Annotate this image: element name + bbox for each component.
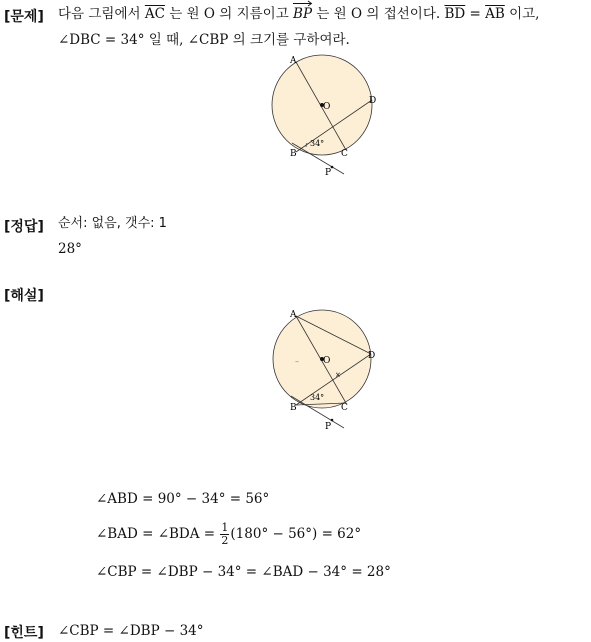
equation-2 (96, 520, 361, 548)
fraction-half (220, 522, 229, 546)
equals-sign: = (465, 6, 486, 22)
label-d: D (369, 96, 377, 106)
right-angle-mark: × (335, 371, 341, 379)
label-o: O (323, 102, 331, 112)
label-p: P (325, 168, 332, 178)
fraction-denominator: 2 (221, 534, 229, 547)
explanation-tag: [해설] (4, 288, 44, 304)
tick-mark: – (295, 357, 299, 366)
figure-explanation (265, 304, 385, 434)
label-p: P (325, 422, 332, 432)
figure-problem (265, 50, 385, 180)
segment-ab: $\overline{AB}$ (485, 6, 505, 22)
segment-bd: $\overline{BD}$ (444, 6, 466, 22)
fraction-numerator: 1 (221, 521, 229, 535)
hint-text: ∠CBP = ∠DBP − 34° (58, 623, 204, 639)
point-p-dot (331, 419, 334, 422)
ray-bp (293, 6, 312, 22)
label-a: A (290, 56, 297, 66)
ray-bp-label: BP (293, 6, 313, 22)
point-p-dot (331, 166, 334, 169)
problem-text-mid2: 는 원 O 의 접선이다. (312, 6, 445, 22)
label-b: B (290, 403, 297, 413)
segment-ac: $\overline{AC}$ (144, 6, 165, 22)
equation-2-pre: ∠BAD = ∠BDA = (96, 526, 220, 542)
label-b: B (290, 149, 297, 159)
label-c: C (341, 149, 348, 159)
answer-value: 28° (58, 241, 82, 257)
label-d: D (368, 351, 376, 361)
ray-arrow-icon (293, 0, 313, 7)
problem-tag: [문제] (4, 9, 44, 25)
problem-text-mid1: 는 원 O 의 지름이고 (164, 6, 294, 22)
equation-1: ∠ABD = 90° − 34° = 56° (96, 491, 270, 507)
answer-tag: [정답] (4, 219, 44, 235)
label-o: O (323, 356, 331, 366)
problem-line-2: ∠DBC = 34° 일 때, ∠CBP 의 크기를 구하여라. (58, 32, 350, 48)
label-c: C (341, 403, 348, 413)
angle-label: 34° (310, 139, 325, 148)
equation-3: ∠CBP = ∠DBP − 34° = ∠BAD − 34° = 28° (96, 564, 391, 580)
equation-2-post: (180° − 56°) = 62° (230, 526, 362, 542)
problem-text-end: 이고, (504, 6, 540, 22)
answer-line-1: 순서: 없음, 갯수: 1 (58, 216, 167, 231)
problem-text-pre: 다음 그림에서 (58, 6, 145, 22)
label-a: A (290, 310, 297, 320)
problem-line-1 (58, 8, 539, 22)
hint-tag: [힌트] (4, 625, 44, 641)
angle-label: 34° (310, 393, 325, 402)
